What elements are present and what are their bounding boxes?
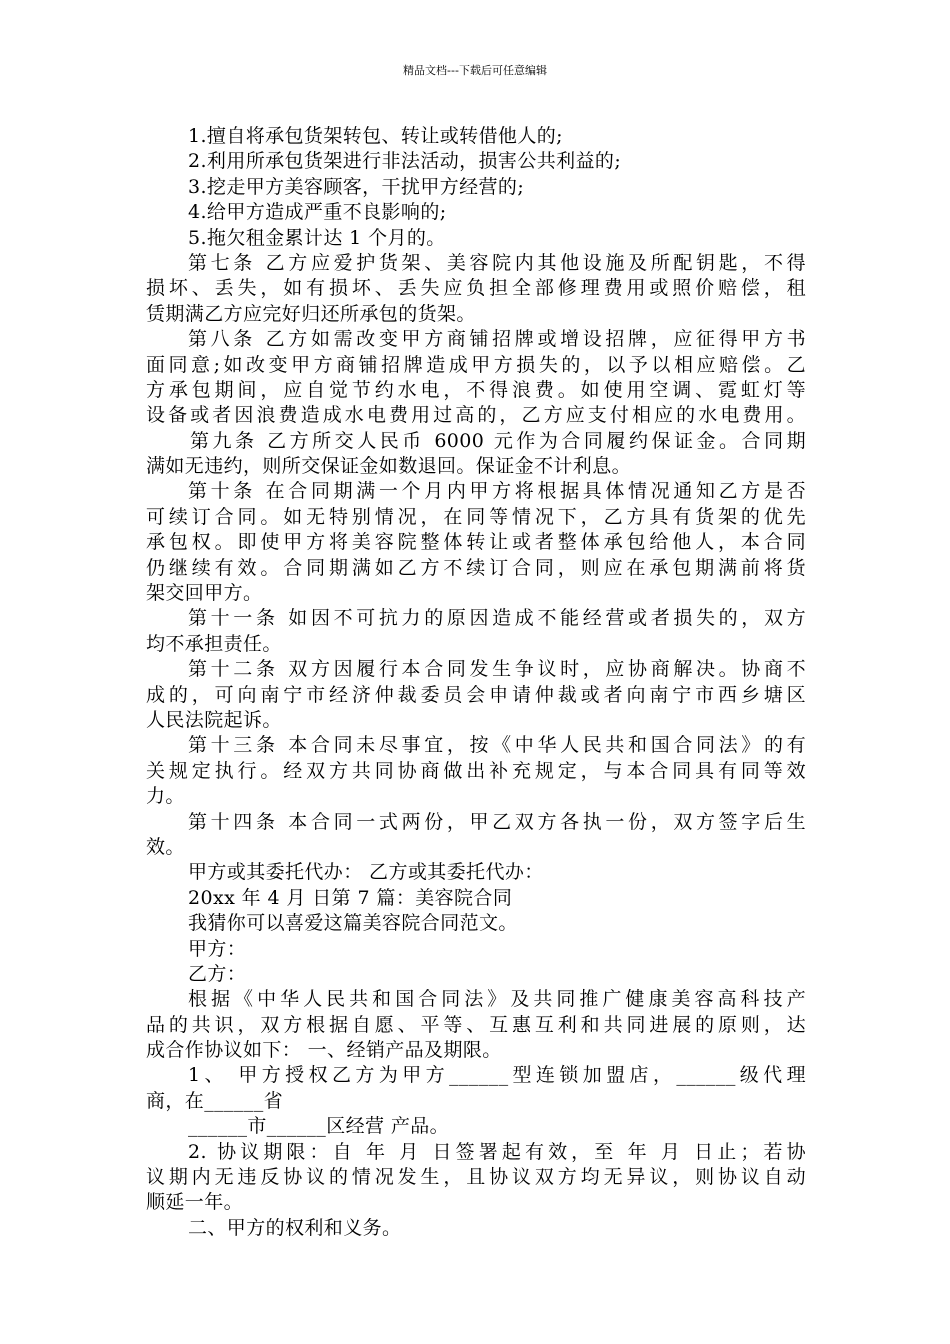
text-line: 第九条 乙方所交人民币 6000 元作为合同履约保证金。合同期	[190, 429, 806, 452]
text-line: 品的共识，双方根据自愿、平等、互惠互利和共同进展的原则，达	[146, 1013, 806, 1036]
text-line: 5.拖欠租金累计达 1 个月的。	[188, 226, 446, 249]
text-line: ______市______区经营 产品。	[188, 1115, 450, 1138]
text-line: 2. 协议期限：自 年 月 日签署起有效，至 年 月 日止；若协	[188, 1140, 806, 1163]
text-line: 20xx 年 4 月 日第 7 篇：美容院合同	[188, 886, 513, 909]
text-line: 损坏、丢失，如有损坏、丢失应负担全部修理费用或照价赔偿，租	[146, 277, 806, 300]
text-line: 方承包期间，应自觉节约水电，不得浪费。如使用空调、霓虹灯等	[146, 378, 806, 401]
text-line: 可续订合同。如无特别情况，在同等情况下，乙方具有货架的优先	[146, 505, 806, 528]
text-line: 均不承担责任。	[146, 632, 282, 655]
text-line: 根据《中华人民共和国合同法》及共同推广健康美容高科技产	[188, 988, 806, 1011]
text-line: 效。	[146, 835, 185, 858]
text-line: 甲方或其委托代办： 乙方或其委托代办：	[188, 861, 544, 884]
text-line: 2.利用所承包货架进行非法活动，损害公共利益的;	[188, 150, 622, 173]
text-line: 第十条 在合同期满一个月内甲方将根据具体情况通知乙方是否	[188, 480, 806, 503]
text-line: 第八条 乙方如需改变甲方商铺招牌或增设招牌，应征得甲方书	[188, 328, 806, 351]
text-line: 甲方：	[188, 937, 247, 960]
text-line: 4.给甲方造成严重不良影响的;	[188, 201, 447, 224]
text-line: 成合作协议如下： 一、经销产品及期限。	[146, 1039, 502, 1062]
text-line: 1.擅自将承包货架转包、转让或转借他人的;	[188, 125, 563, 147]
text-line: 成的，可向南宁市经济仲裁委员会申请仲裁或者向南宁市西乡塘区	[146, 683, 806, 706]
document-body	[146, 124, 806, 1241]
text-line: 二、甲方的权利和义务。	[188, 1216, 402, 1239]
text-line: 乙方：	[188, 962, 247, 985]
text-line: 1、 甲方授权乙方为甲方______型连锁加盟店，______级代理	[188, 1064, 806, 1087]
text-line: 关规定执行。经双方共同协商做出补充规定，与本合同具有同等效	[146, 759, 806, 782]
text-line: 第十二条 双方因履行本合同发生争议时，应协商解决。协商不	[188, 658, 806, 681]
text-line: 设备或者因浪费造成水电费用过高的，乙方应支付相应的水电费用。	[146, 404, 806, 427]
text-line: 力。	[146, 785, 185, 808]
text-line: 第十三条 本合同未尽事宜，按《中华人民共和国合同法》的有	[188, 734, 806, 757]
text-line: 满如无违约，则所交保证金如数退回。保证金不计利息。	[146, 455, 632, 478]
text-line: 架交回甲方。	[146, 582, 263, 605]
page-header: 精品文档---下载后可任意编辑	[403, 64, 547, 77]
text-line: 第十一条 如因不可抗力的原因造成不能经营或者损失的，双方	[188, 607, 806, 630]
text-line: 赁期满乙方应完好归还所承包的货架。	[146, 302, 476, 325]
text-line: 面同意;如改变甲方商铺招牌造成甲方损失的，以予以相应赔偿。乙	[146, 353, 806, 376]
text-line: 商，在______省	[146, 1089, 284, 1112]
text-line: 3.挖走甲方美容顾客，干扰甲方经营的;	[188, 175, 525, 198]
text-line: 承包权。即使甲方将美容院整体转让或者整体承包给他人，本合同	[146, 531, 806, 554]
text-line: 议期内无违反协议的情况发生，且协议双方均无异议，则协议自动	[146, 1166, 806, 1189]
text-line: 第十四条 本合同一式两份，甲乙双方各执一份，双方签字后生	[188, 810, 806, 833]
text-line: 顺延一年。	[146, 1191, 244, 1214]
text-line: 我猜你可以喜爱这篇美容院合同范文。	[188, 912, 518, 935]
text-line: 第七条 乙方应爱护货架、美容院内其他设施及所配钥匙，不得	[188, 251, 806, 274]
text-line: 人民法院起诉。	[146, 708, 282, 731]
text-line: 仍继续有效。合同期满如乙方不续订合同，则应在承包期满前将货	[146, 556, 806, 579]
